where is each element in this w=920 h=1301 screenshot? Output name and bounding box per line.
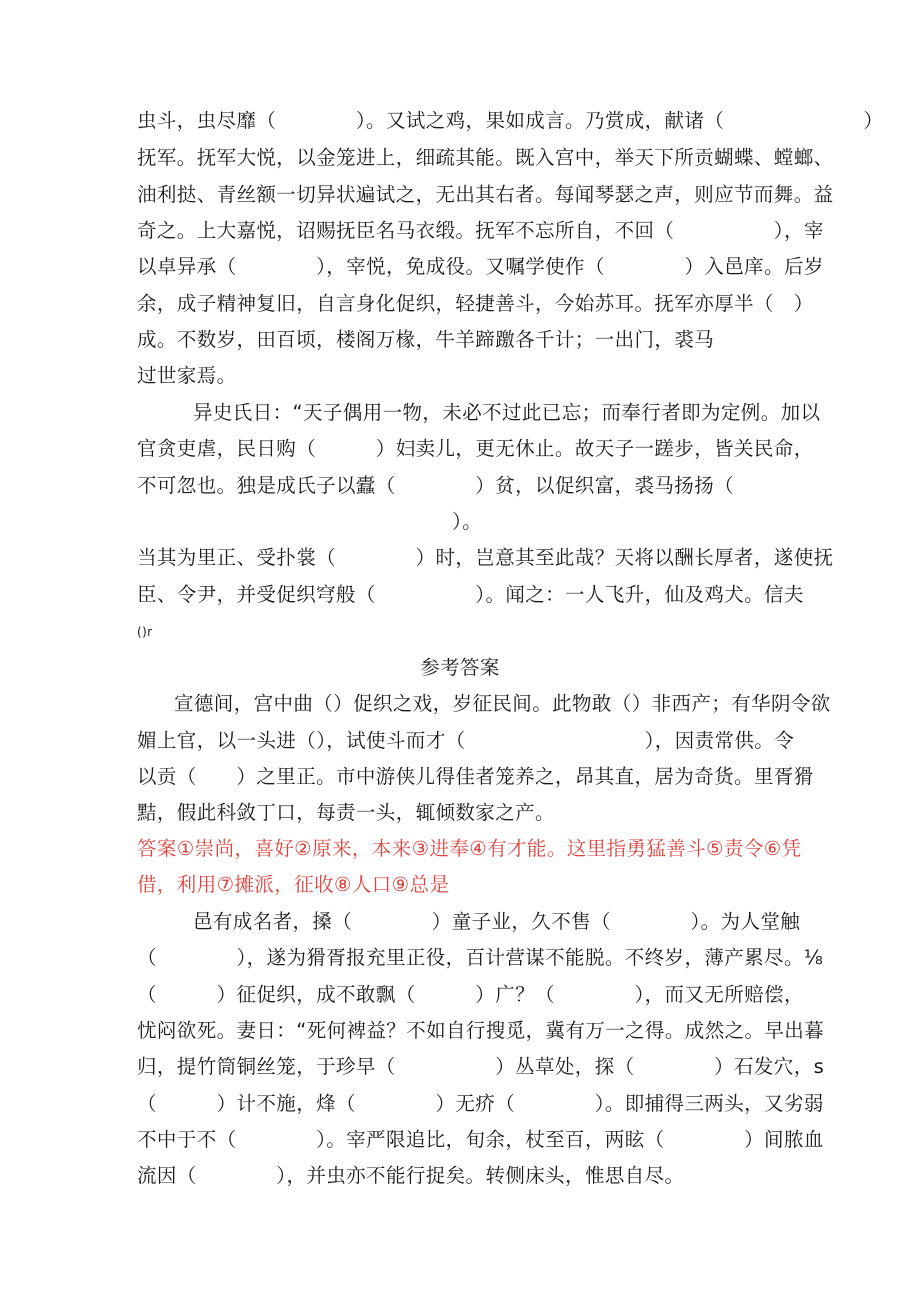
answer-paragraph-line: （ ）计不施，烽（ ）无疥（ ）。即捕得三两头，又劣弱 — [137, 1092, 824, 1115]
commentary-line: 不可忽也。独是成氏子以蠹（ ）贫，以促织富，裘马扬扬（ — [137, 474, 735, 497]
commentary-line: 当其为里正、受扑裳（ ）时，岂意其至此哉？天将以酬长厚者，遂使抚 — [137, 546, 834, 569]
answer-paragraph-line: 流因（ ），并虫亦不能行捉矣。转侧床头，惟思自尽。 — [137, 1164, 685, 1187]
passage-line: 余，成子精神复旧，自言身化促织，轻捷善斗，今始苏耳。抚军亦厚半（ ） — [137, 292, 814, 315]
answer-paragraph-line: 归，提竹筒铜丝笼，于珍早（ ）丛草处，探（ ）石发穴，s — [137, 1055, 825, 1078]
commentary-line: 异史氏日：“天子偶用一物，未必不过此已忘；而奉行者即为定例。加以 — [193, 401, 821, 424]
passage-line: 油利挞、青丝额一切异状遍试之，无出其右者。每闻琴瑟之声，则应节而舞。益 — [137, 183, 834, 206]
passage-line: 抚军。抚军大悦，以金笼进上，细疏其能。既入宫中，举天下所贡蝴蝶、螳螂、 — [137, 146, 834, 169]
answer-key-line: 借，利用⑦摊派，征收⑧人口⑨总是 — [137, 873, 450, 896]
answer-paragraph-line: 不中于不（ ）。宰严限追比，旬余，杖至百，两眩（ ）间脓血 — [137, 1128, 824, 1151]
answer-paragraph-line: 黠，假此科敛丁口，每责一头，辄倾数家之产。 — [137, 801, 555, 824]
answer-section-title: 参考答案 — [420, 656, 500, 679]
answer-paragraph-line: 媚上官，以一头进（），试使斗而才（ ），因责常供。令 — [137, 729, 795, 752]
passage-line: 虫斗，虫尽靡（ ）。又试之鸡，果如成言。乃赏成，献诸（ ） — [137, 109, 884, 132]
answer-paragraph-line: 忧闷欲死。妻日：“死何裨益？不如自行搜觅，冀有万一之得。成然之。早出暮 — [137, 1019, 825, 1042]
passage-line: 奇之。上大嘉悦，诏赐抚臣名马衣缎。抚军不忘所自，不回（ ），宰 — [137, 219, 824, 242]
answer-paragraph-line: （ ），遂为猾胥报充里正役，百计营谋不能脱。不终岁，薄产累尽。⅛ — [137, 946, 824, 969]
commentary-line: ）。 — [452, 510, 483, 533]
passage-line: 以卓异承（ ），宰悦，免成役。又嘱学使作（ ）入邑庠。后岁 — [137, 255, 824, 278]
commentary-line: ()r — [137, 625, 153, 639]
passage-line: 成。不数岁，田百顷，楼阁万椽，牛羊蹄躈各千计；一出门，裘马 — [137, 328, 715, 351]
passage-line: 过世家焉。 — [137, 364, 237, 387]
answer-paragraph-line: 宣德间，宫中曲（）促织之戏，岁征民间。此物敢（）非西产；有华阴令欲 — [174, 692, 831, 715]
answer-paragraph-line: （ ）征促织，成不敢飘（ ）广？（ ），而又无所赔偿， — [137, 983, 804, 1006]
commentary-line: 官贪吏虐，民日购（ ）妇卖儿，更无休止。故天子一蹉步，皆关民命， — [137, 437, 814, 460]
answer-paragraph-line: 邑有成名者，搡（ ）童子业，久不售（ ）。为人堂触 — [193, 910, 801, 933]
answer-paragraph-line: 以贡（ ）之里正。市中游侠儿得佳者笼养之，昂其直，居为奇货。里胥猾 — [137, 765, 814, 788]
answer-key-line: 答案①崇尚，喜好②原来，本来③进奉④有才能。这里指勇猛善斗⑤责令⑥凭 — [137, 837, 802, 860]
commentary-line: 臣、令尹，并受促织穹般（ ）。闻之：一人飞升，仙及鸡犬。信夫 — [137, 583, 804, 606]
